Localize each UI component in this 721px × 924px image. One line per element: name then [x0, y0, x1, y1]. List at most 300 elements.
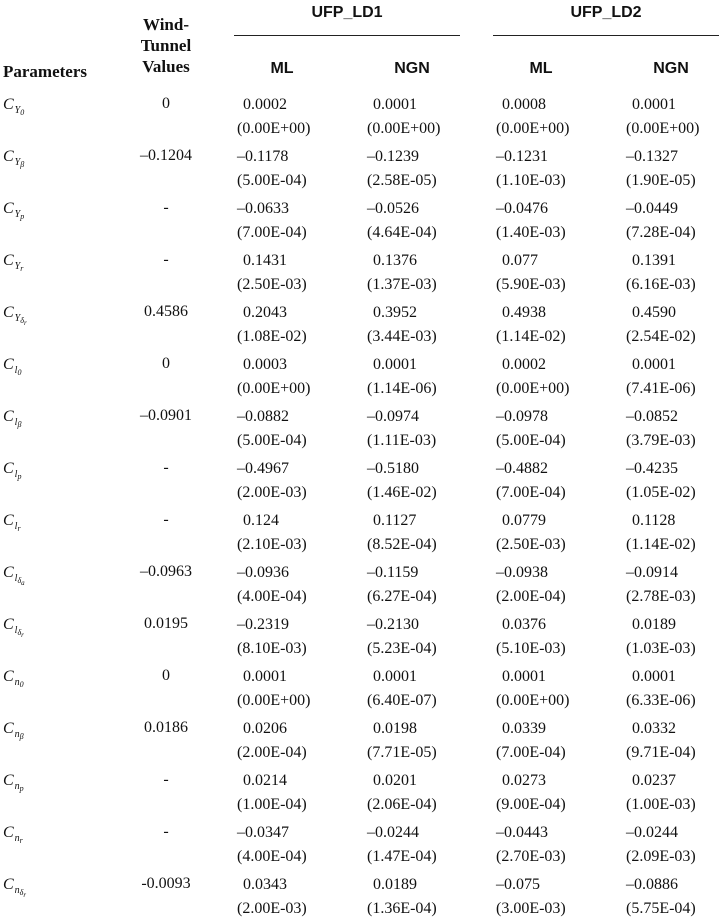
header-group-ufp-ld2-rule [493, 35, 719, 36]
cell-estimate: –0.1231 [496, 148, 548, 165]
cell-variance: (1.14E-02) [496, 328, 566, 345]
cell-estimate: 0.0003 [243, 356, 287, 373]
parameter-subscript [14, 885, 27, 899]
cell-variance: (3.00E-03) [496, 900, 566, 917]
wind-tunnel-value: –0.0963 [140, 563, 192, 580]
cell-estimate: –0.0476 [496, 200, 548, 217]
cell-variance: (0.00E+00) [626, 120, 700, 137]
parameter-subscript-var: n [14, 833, 20, 844]
parameter-symbol [3, 721, 24, 739]
cell-variance: (2.00E-03) [237, 900, 307, 917]
cell-estimate: 0.124 [243, 512, 279, 529]
header-wind-tunnel-line3: Values [142, 57, 190, 76]
cell-ld2-ml [496, 249, 566, 297]
cell-ld2-ngn [626, 665, 696, 713]
cell-variance: (6.16E-03) [626, 276, 696, 293]
cell-ld1-ml [237, 509, 307, 557]
cell-estimate: –0.1327 [626, 148, 678, 165]
parameter-subscript-var: l [14, 469, 18, 480]
cell-estimate: –0.0244 [367, 824, 419, 841]
cell-estimate: 0.1431 [243, 252, 287, 269]
parameter-base: C [3, 512, 14, 529]
cell-estimate: –0.0526 [367, 200, 419, 217]
cell-estimate: –0.4235 [626, 460, 678, 477]
parameter-sub-sub-subscript: a [21, 579, 25, 587]
parameter-subscript-var: l [14, 521, 18, 532]
parameter-subscript-var: Y [14, 105, 21, 116]
header-wind-tunnel-line1: Wind- [143, 15, 189, 34]
cell-estimate: 0.0201 [373, 772, 417, 789]
cell-estimate: –0.2319 [237, 616, 289, 633]
cell-ld1-ml [237, 457, 307, 505]
parameter-subscript [15, 261, 24, 272]
cell-variance: (0.00E+00) [237, 692, 311, 709]
cell-estimate: –0.4967 [237, 460, 289, 477]
cell-estimate: –0.0974 [367, 408, 419, 425]
cell-estimate: –0.0347 [237, 824, 289, 841]
parameter-sub-subscript: 0 [17, 368, 22, 377]
header-group-ufp-ld1: UFP_LD1 [311, 4, 383, 21]
header-wind-tunnel-line2: Tunnel [140, 36, 192, 55]
parameter-sub-subscript: δr [17, 628, 24, 639]
parameter-sub-subscript: δa [17, 576, 25, 587]
wind-tunnel-value: - [163, 771, 169, 788]
cell-ld1-ml [237, 93, 310, 141]
parameter-sub-subscript: r [19, 836, 23, 845]
cell-variance: (0.00E+00) [496, 692, 570, 709]
cell-ld1-ml [237, 821, 307, 869]
cell-ld1-ngn [367, 301, 437, 349]
wind-tunnel-value: - [163, 199, 169, 216]
parameter-symbol [3, 149, 24, 167]
cell-ld2-ml [496, 665, 569, 713]
cell-estimate: –0.5180 [367, 460, 419, 477]
cell-estimate: 0.0339 [502, 720, 546, 737]
cell-estimate: 0.1376 [373, 252, 417, 269]
cell-variance: (9.00E-04) [496, 796, 566, 813]
cell-estimate: –0.1159 [367, 564, 419, 581]
parameter-subscript-var: l [14, 365, 18, 376]
header-parameters: Parameters [3, 62, 88, 81]
cell-variance: (1.03E-03) [626, 640, 696, 657]
cell-ld1-ngn [367, 561, 437, 609]
parameter-subscript [14, 625, 24, 639]
parameter-subscript [14, 313, 27, 327]
parameter-base: C [3, 824, 14, 841]
cell-variance: (1.37E-03) [367, 276, 437, 293]
cell-ld2-ngn [626, 873, 696, 921]
cell-variance: (6.27E-04) [367, 588, 437, 605]
cell-estimate: 0.0273 [502, 772, 546, 789]
cell-estimate: 0.0001 [243, 668, 287, 685]
cell-variance: (2.09E-03) [626, 848, 696, 865]
parameter-subscript [15, 781, 24, 792]
parameter-sub-subscript: r [20, 264, 24, 273]
cell-estimate: 0.0001 [373, 96, 417, 113]
cell-variance: (7.28E-04) [626, 224, 696, 241]
cell-estimate: 0.0189 [632, 616, 676, 633]
cell-ld1-ml [237, 613, 307, 661]
cell-variance: (2.00E-04) [237, 744, 307, 761]
cell-estimate: 0.0001 [632, 96, 676, 113]
cell-estimate: –0.0449 [626, 200, 678, 217]
cell-estimate: 0.4590 [632, 304, 676, 321]
parameter-subscript-var: l [14, 573, 18, 584]
cell-ld2-ml [496, 717, 566, 765]
cell-ld1-ngn [367, 457, 437, 505]
parameter-subscript [14, 573, 25, 587]
header-group-ufp-ld1-rule [234, 35, 460, 36]
header-wind-tunnel [120, 14, 212, 77]
cell-ld2-ml [496, 457, 566, 505]
cell-variance: (5.75E-04) [626, 900, 696, 917]
parameter-subscript [15, 365, 22, 376]
cell-ld2-ml [496, 301, 566, 349]
wind-tunnel-value: 0 [162, 667, 170, 684]
cell-variance: (1.08E-02) [237, 328, 307, 345]
wind-tunnel-value: - [163, 511, 169, 528]
cell-estimate: 0.077 [502, 252, 538, 269]
cell-variance: (2.50E-03) [237, 276, 307, 293]
header-ld1-ml: ML [270, 60, 294, 77]
cell-estimate: 0.1128 [632, 512, 676, 529]
cell-ld2-ml [496, 821, 566, 869]
cell-estimate: 0.3952 [373, 304, 417, 321]
wind-tunnel-value: 0 [162, 355, 170, 372]
cell-variance: (1.10E-03) [496, 172, 566, 189]
parameter-subscript [15, 105, 25, 116]
parameter-subscript [15, 209, 25, 220]
parameter-subscript [15, 677, 24, 688]
cell-variance: (2.78E-03) [626, 588, 696, 605]
parameter-sub-subscript: δr [20, 316, 27, 327]
parameter-subscript-var: Y [14, 157, 21, 168]
cell-estimate: –0.0443 [496, 824, 548, 841]
cell-estimate: 0.1127 [373, 512, 417, 529]
cell-variance: (7.00E-04) [496, 744, 566, 761]
cell-ld2-ml [496, 197, 566, 245]
cell-variance: (4.00E-04) [237, 588, 307, 605]
cell-ld2-ml [496, 353, 569, 401]
cell-variance: (7.00E-04) [496, 484, 566, 501]
cell-ld1-ml [237, 353, 310, 401]
parameter-subscript [15, 833, 23, 844]
cell-variance: (2.06E-04) [367, 796, 437, 813]
parameter-subscript-var: Y [14, 261, 21, 272]
cell-variance: (0.00E+00) [237, 380, 311, 397]
cell-ld1-ml [237, 665, 310, 713]
cell-ld1-ngn [367, 821, 437, 869]
parameter-symbol [3, 876, 27, 899]
wind-tunnel-value: - [163, 251, 169, 268]
cell-estimate: –0.075 [496, 876, 540, 893]
cell-ld2-ngn [626, 93, 699, 141]
cell-variance: (2.58E-05) [367, 172, 437, 189]
parameter-base: C [3, 668, 14, 685]
cell-estimate: –0.0633 [237, 200, 289, 217]
cell-ld2-ml [496, 873, 566, 921]
cell-variance: (0.00E+00) [367, 120, 441, 137]
cell-estimate: 0.0779 [502, 512, 546, 529]
cell-ld1-ml [237, 249, 307, 297]
cell-variance: (5.00E-04) [237, 432, 307, 449]
header-ld2-ml: ML [529, 60, 553, 77]
parameter-base: C [3, 148, 14, 165]
wind-tunnel-value: 0 [162, 95, 170, 112]
cell-ld2-ngn [626, 405, 696, 453]
cell-ld1-ml [237, 873, 307, 921]
cell-ld1-ml [237, 405, 307, 453]
parameter-sub-subscript: r [17, 524, 21, 533]
cell-estimate: –0.0882 [237, 408, 289, 425]
cell-estimate: 0.0001 [373, 356, 417, 373]
parameter-symbol [3, 253, 23, 271]
cell-variance: (1.14E-02) [626, 536, 696, 553]
parameter-base: C [3, 772, 14, 789]
cell-variance: (5.00E-04) [496, 432, 566, 449]
cell-ld2-ngn [626, 561, 696, 609]
cell-ld2-ml [496, 405, 566, 453]
cell-variance: (3.44E-03) [367, 328, 437, 345]
cell-variance: (1.05E-02) [626, 484, 696, 501]
parameter-sub-subscript: 0 [19, 680, 24, 689]
cell-ld1-ml [237, 301, 307, 349]
parameter-symbol [3, 513, 21, 531]
header-group-ufp-ld2: UFP_LD2 [570, 4, 642, 21]
parameter-subscript-var: n [14, 885, 20, 896]
cell-ld2-ml [496, 561, 566, 609]
wind-tunnel-value: –0.1204 [140, 147, 192, 164]
cell-estimate: 0.0002 [502, 356, 546, 373]
parameter-sub-subscript: p [19, 784, 24, 793]
parameter-symbol [3, 825, 23, 843]
cell-ld1-ngn [367, 197, 437, 245]
parameter-symbol [3, 773, 24, 791]
cell-ld1-ml [237, 769, 307, 817]
cell-estimate: 0.0198 [373, 720, 417, 737]
cell-variance: (8.10E-03) [237, 640, 307, 657]
cell-ld1-ngn [367, 145, 437, 193]
cell-variance: (5.10E-03) [496, 640, 566, 657]
parameter-subscript-var: Y [14, 313, 21, 324]
cell-ld2-ngn [626, 717, 696, 765]
cell-ld2-ngn [626, 457, 696, 505]
parameter-subscript-var: n [14, 729, 20, 740]
cell-ld1-ml [237, 197, 307, 245]
header-ld2-ngn: NGN [653, 60, 689, 77]
cell-variance: (2.50E-03) [496, 536, 566, 553]
cell-ld2-ngn [626, 509, 696, 557]
parameter-subscript-var: Y [14, 209, 21, 220]
cell-estimate: 0.0237 [632, 772, 676, 789]
parameter-base: C [3, 304, 14, 321]
cell-estimate: 0.0002 [243, 96, 287, 113]
cell-estimate: –0.1239 [367, 148, 419, 165]
parameter-subscript-var: l [14, 417, 18, 428]
parameter-symbol [3, 201, 24, 219]
cell-variance: (2.00E-04) [496, 588, 566, 605]
cell-ld2-ngn [626, 145, 696, 193]
parameter-sub-sub-subscript: r [21, 631, 24, 639]
cell-ld2-ml [496, 509, 566, 557]
parameter-sub-subscript: p [17, 472, 22, 481]
cell-ld2-ml [496, 769, 566, 817]
cell-variance: (1.47E-04) [367, 848, 437, 865]
cell-ld2-ngn [626, 769, 696, 817]
parameter-subscript [15, 417, 22, 428]
cell-variance: (3.79E-03) [626, 432, 696, 449]
parameter-symbol [3, 409, 21, 427]
cell-variance: (1.00E-04) [237, 796, 307, 813]
wind-tunnel-value: –0.0901 [140, 407, 192, 424]
cell-ld1-ml [237, 145, 307, 193]
cell-variance: (8.52E-04) [367, 536, 437, 553]
cell-estimate: 0.0332 [632, 720, 676, 737]
cell-ld2-ml [496, 145, 566, 193]
parameter-base: C [3, 356, 14, 373]
parameter-base: C [3, 720, 14, 737]
cell-estimate: –0.0936 [237, 564, 289, 581]
parameter-sub-subscript: δr [19, 888, 27, 899]
cell-variance: (2.54E-02) [626, 328, 696, 345]
cell-variance: (1.36E-04) [367, 900, 437, 917]
parameter-subscript-var: n [14, 781, 20, 792]
parameter-symbol [3, 669, 24, 687]
cell-ld2-ngn [626, 301, 696, 349]
cell-ld2-ml [496, 613, 566, 661]
cell-ld1-ngn [367, 613, 437, 661]
parameter-sub-subscript: β [19, 732, 24, 741]
cell-variance: (1.40E-03) [496, 224, 566, 241]
cell-estimate: –0.0244 [626, 824, 678, 841]
cell-ld1-ngn [367, 769, 437, 817]
parameter-subscript-var: n [14, 677, 20, 688]
parameter-sub-subscript: β [17, 420, 22, 429]
cell-variance: (1.46E-02) [367, 484, 437, 501]
parameter-base: C [3, 96, 14, 113]
cell-ld1-ml [237, 561, 307, 609]
parameter-symbol [3, 97, 24, 115]
wind-tunnel-value: - [163, 459, 169, 476]
parameter-subscript-var: l [14, 625, 18, 636]
cell-variance: (2.70E-03) [496, 848, 566, 865]
wind-tunnel-value: 0.4586 [144, 303, 188, 320]
cell-estimate: 0.0206 [243, 720, 287, 737]
parameter-base: C [3, 564, 14, 581]
cell-estimate: 0.4938 [502, 304, 546, 321]
cell-variance: (0.00E+00) [496, 120, 570, 137]
cell-variance: (0.00E+00) [496, 380, 570, 397]
cell-estimate: 0.1391 [632, 252, 676, 269]
cell-variance: (0.00E+00) [237, 120, 311, 137]
cell-estimate: –0.2130 [367, 616, 419, 633]
cell-variance: (7.41E-06) [626, 380, 696, 397]
parameter-base: C [3, 460, 14, 477]
cell-estimate: 0.0001 [632, 356, 676, 373]
wind-tunnel-value: -0.0093 [141, 875, 191, 892]
parameter-symbol [3, 304, 27, 327]
cell-ld1-ml [237, 717, 307, 765]
cell-ld1-ngn [367, 717, 437, 765]
cell-variance: (7.71E-05) [367, 744, 437, 761]
cell-estimate: 0.2043 [243, 304, 287, 321]
cell-estimate: –0.0852 [626, 408, 678, 425]
cell-estimate: –0.0938 [496, 564, 548, 581]
cell-estimate: –0.0978 [496, 408, 548, 425]
parameter-base: C [3, 876, 14, 893]
parameter-symbol [3, 461, 21, 479]
parameter-subscript [15, 469, 22, 480]
parameter-subscript [15, 157, 25, 168]
cell-variance: (5.90E-03) [496, 276, 566, 293]
cell-variance: (2.00E-03) [237, 484, 307, 501]
cell-ld1-ngn [367, 353, 437, 401]
cell-variance: (5.00E-04) [237, 172, 307, 189]
cell-variance: (2.10E-03) [237, 536, 307, 553]
cell-estimate: –0.0886 [626, 876, 678, 893]
cell-estimate: 0.0008 [502, 96, 546, 113]
parameter-base: C [3, 616, 14, 633]
cell-estimate: 0.0376 [502, 616, 546, 633]
cell-ld2-ml [496, 93, 569, 141]
parameter-sub-subscript: p [20, 212, 25, 221]
parameter-sub-subscript: β [20, 160, 25, 169]
parameter-symbol [3, 357, 21, 375]
cell-estimate: 0.0001 [502, 668, 546, 685]
cell-ld1-ngn [367, 509, 437, 557]
cell-estimate: 0.0343 [243, 876, 287, 893]
cell-variance: (1.11E-03) [367, 432, 437, 449]
cell-estimate: 0.0001 [632, 668, 676, 685]
cell-variance: (1.00E-03) [626, 796, 696, 813]
cell-ld2-ngn [626, 821, 696, 869]
cell-estimate: –0.1178 [237, 148, 289, 165]
cell-variance: (4.64E-04) [367, 224, 437, 241]
cell-estimate: –0.0914 [626, 564, 678, 581]
parameter-base: C [3, 408, 14, 425]
parameter-subscript [15, 521, 21, 532]
wind-tunnel-value: 0.0186 [144, 719, 188, 736]
cell-variance: (1.90E-05) [626, 172, 696, 189]
cell-ld2-ngn [626, 249, 696, 297]
cell-ld2-ngn [626, 197, 696, 245]
parameter-sub-sub-subscript: r [23, 891, 27, 899]
cell-ld1-ngn [367, 93, 440, 141]
cell-ld2-ngn [626, 613, 696, 661]
cell-variance: (6.33E-06) [626, 692, 696, 709]
parameter-subscript [15, 729, 24, 740]
cell-ld1-ngn [367, 873, 437, 921]
cell-variance: (6.40E-07) [367, 692, 437, 709]
parameter-base: C [3, 200, 14, 217]
parameter-sub-sub-subscript: r [23, 319, 27, 327]
cell-variance: (1.14E-06) [367, 380, 437, 397]
cell-estimate: 0.0189 [373, 876, 417, 893]
cell-ld1-ngn [367, 249, 437, 297]
cell-variance: (4.00E-04) [237, 848, 307, 865]
parameter-sub-subscript: 0 [20, 108, 25, 117]
header-ld1-ngn: NGN [394, 60, 430, 77]
cell-estimate: –0.4882 [496, 460, 548, 477]
cell-estimate: 0.0214 [243, 772, 287, 789]
cell-ld1-ngn [367, 405, 436, 453]
cell-estimate: 0.0001 [373, 668, 417, 685]
cell-variance: (7.00E-04) [237, 224, 307, 241]
cell-variance: (9.71E-04) [626, 744, 696, 761]
wind-tunnel-value: - [163, 823, 169, 840]
cell-ld1-ngn [367, 665, 437, 713]
parameter-symbol [3, 564, 25, 587]
